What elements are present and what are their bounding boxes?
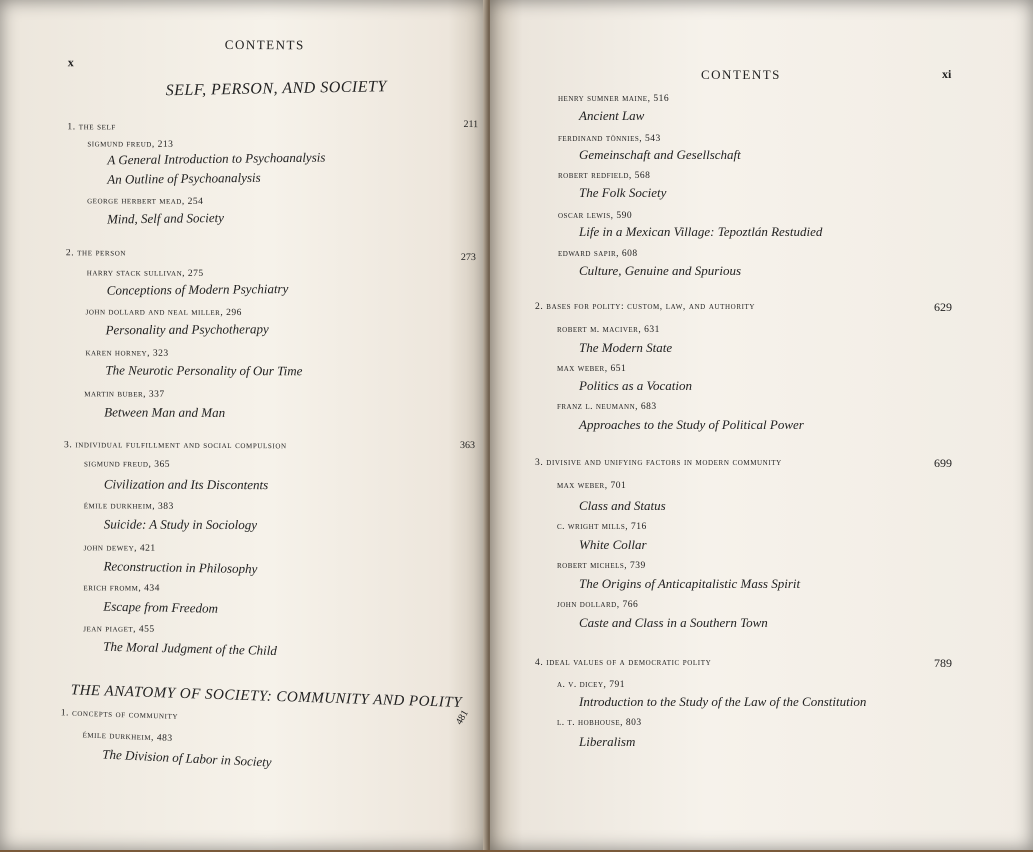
section-heading: 3. divisive and unifying factors in modern community <box>535 458 782 468</box>
work-title: Conceptions of Modern Psychiatry <box>106 280 289 298</box>
work-title: The Folk Society <box>579 185 667 200</box>
author-line: jean piaget, 455 <box>83 624 155 635</box>
work-title: Culture, Genuine and Spurious <box>579 263 742 278</box>
author-line: ferdinand tönnies, 543 <box>558 134 661 144</box>
section-heading: 3. individual fulfillment and social compulsion <box>64 440 287 452</box>
work-title: White Collar <box>579 537 647 552</box>
work-title: Civilization and Its Discontents <box>103 476 269 493</box>
work-title: Approaches to the Study of Political Power <box>579 417 804 432</box>
work-title: Introduction to the Study of the Law of the Constitution <box>579 694 867 709</box>
author-line: émile durkheim, 483 <box>82 730 173 744</box>
author-line: franz l. neumann, 683 <box>557 402 657 412</box>
work-title: Mind, Self and Society <box>106 209 225 227</box>
author-line: max weber, 651 <box>557 364 627 374</box>
section-page: 363 <box>460 440 476 452</box>
author-line: george herbert mead, 254 <box>87 196 204 207</box>
author-line: karen horney, 323 <box>85 348 169 359</box>
running-head: CONTENTS <box>701 67 781 82</box>
work-title: Personality and Psychotherapy <box>105 321 269 338</box>
work-title: The Neurotic Personality of Our Time <box>105 362 303 379</box>
work-title: Gemeinschaft and Gesellschaft <box>579 147 741 162</box>
section-page: 699 <box>934 456 952 470</box>
author-line: robert redfield, 568 <box>558 171 651 181</box>
part-title: THE ANATOMY OF SOCIETY: COMMUNITY AND POLITY <box>70 682 463 711</box>
section-heading: 1. the self <box>67 122 116 133</box>
section-page: 789 <box>934 656 952 670</box>
work-title: Caste and Class in a Southern Town <box>579 615 768 630</box>
page-number: xi <box>942 67 952 81</box>
author-line: martin buber, 337 <box>84 389 165 400</box>
author-line: oscar lewis, 590 <box>558 211 633 221</box>
section-heading: 2. the person <box>65 248 127 259</box>
work-title: Escape from Freedom <box>103 598 219 616</box>
work-title: An Outline of Psychoanalysis <box>107 169 261 187</box>
work-title: Suicide: A Study in Sociology <box>103 516 258 533</box>
author-line: a. v. dicey, 791 <box>557 680 625 690</box>
work-title: The Division of Labor in Society <box>102 746 272 770</box>
author-line: john dewey, 421 <box>83 543 156 554</box>
work-title: The Modern State <box>579 340 673 355</box>
author-line: harry stack sullivan, 275 <box>86 268 204 279</box>
work-title: Ancient Law <box>579 108 645 123</box>
work-title: Reconstruction in Philosophy <box>103 558 258 577</box>
work-title: Politics as a Vocation <box>579 378 693 393</box>
work-title: The Moral Judgment of the Child <box>103 638 278 659</box>
author-line: john dollard, 766 <box>557 600 639 610</box>
part-title: SELF, PERSON, AND SOCIETY <box>165 78 388 100</box>
author-line: robert michels, 739 <box>557 561 646 571</box>
running-head: CONTENTS <box>224 36 305 53</box>
page-number: x <box>67 55 74 70</box>
author-line: john dollard and neal miller, 296 <box>85 307 242 319</box>
work-title: Class and Status <box>579 498 666 513</box>
section-page: 481 <box>453 708 471 727</box>
section-page: 273 <box>460 252 476 264</box>
section-page: 629 <box>934 300 952 314</box>
author-line: émile durkheim, 383 <box>83 501 174 512</box>
section-page: 211 <box>463 119 479 131</box>
section-heading: 2. bases for polity: custom, law, and authority <box>535 302 756 312</box>
right-page <box>490 0 1033 850</box>
author-line: erich fromm, 434 <box>83 583 160 594</box>
work-title: Life in a Mexican Village: Tepoztlán Restudied <box>579 224 823 239</box>
work-title: A General Introduction to Psychoanalysis <box>107 149 326 168</box>
author-line: sigmund freud, 213 <box>87 139 174 150</box>
work-title: The Origins of Anticapitalistic Mass Spirit <box>579 576 801 591</box>
section-heading: 1. concepts of community <box>60 708 179 722</box>
left-page <box>0 0 487 850</box>
work-title: Between Man and Man <box>104 404 226 420</box>
section-heading: 4. ideal values of a democratic polity <box>535 658 712 668</box>
work-title: Liberalism <box>579 734 636 749</box>
author-line: henry sumner maine, 516 <box>558 94 670 104</box>
author-line: edward sapir, 608 <box>558 249 638 259</box>
author-line: max weber, 701 <box>557 481 627 491</box>
author-line: l. t. hobhouse, 803 <box>557 718 642 728</box>
author-line: c. wright mills, 716 <box>557 522 647 532</box>
author-line: sigmund freud, 365 <box>83 459 170 470</box>
author-line: robert m. maciver, 631 <box>557 325 660 335</box>
